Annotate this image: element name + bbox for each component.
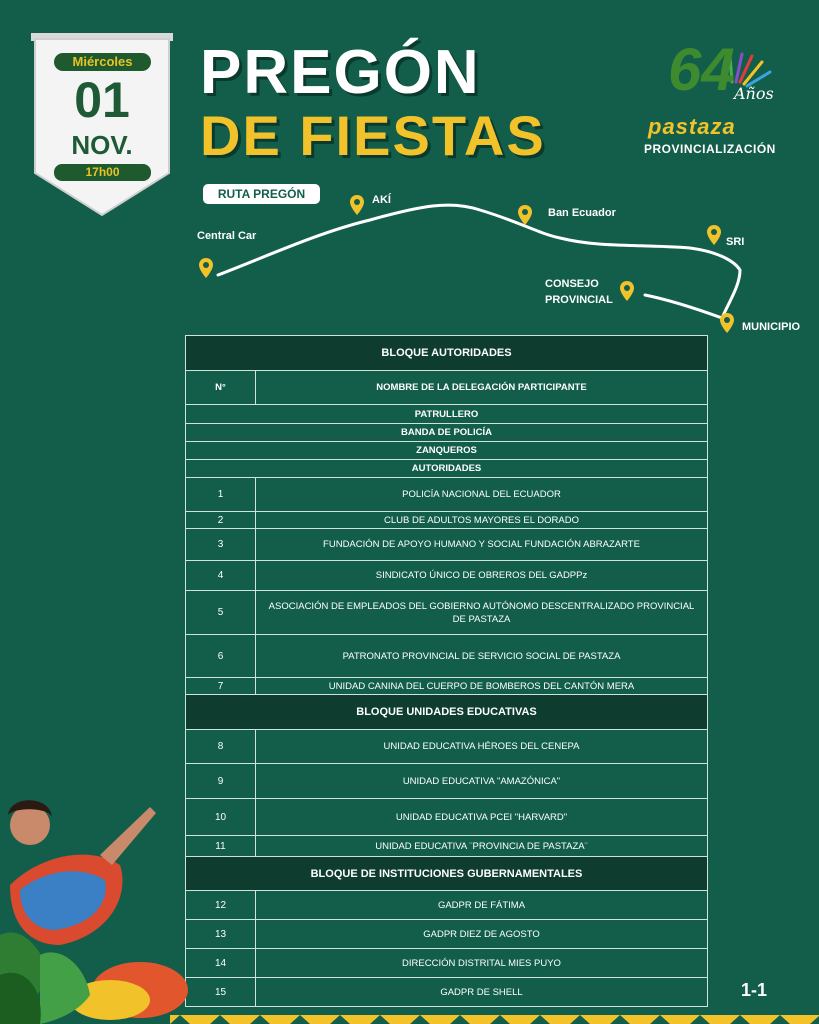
page-title: PREGÓN [200,38,481,107]
logo-number: 64 [668,36,735,103]
row-name: UNIDAD CANINA DEL CUERPO DE BOMBEROS DEL CANTÓN MERA [328,680,635,692]
row-name: GADPR DE SHELL [440,986,523,998]
stop-central-car: Central Car [197,230,257,242]
row-name: FUNDACIÓN DE APOYO HUMANO Y SOCIAL FUNDACIÓN ABRAZARTE [323,539,640,550]
route-label: RUTA PREGÓN [203,184,320,204]
row-name: CLUB DE ADULTOS MAYORES EL DORADO [384,514,579,526]
row-number: 10 [186,799,256,835]
row-name: ASOCIACIÓN DE EMPLEADOS DEL GOBIERNO AUTÓNOMO DESCENTRALIZADO PROVINCIAL DE PASTAZA [268,600,695,625]
row-name: UNIDAD EDUCATIVA PCEI "HARVARD" [395,811,568,823]
table-row [186,920,707,949]
logo-anos: Años [734,84,774,103]
table-row [186,635,707,678]
delegations-table [185,335,708,1007]
map-pin-icon [350,195,364,215]
table-row [186,836,707,857]
table-row [186,512,707,529]
row-name: PATRONATO PROVINCIAL DE SERVICIO SOCIAL DE PASTAZA [342,650,621,662]
row-name: UNIDAD EDUCATIVA HÉROES DEL CENEPA [383,741,580,752]
stop-sri: SRI [726,236,745,248]
row-number: 13 [186,920,256,948]
table-row [186,978,707,1006]
row-name: GADPR DE FÁTIMA [437,899,526,911]
month-label: NOV. [71,130,133,160]
row-number: 12 [186,891,256,919]
table-row [186,949,707,978]
row-name: DIRECCIÓN DISTRITAL MIES PUYO [402,957,561,969]
group-row: BANDA DE POLICÍA [186,424,707,442]
col-name-header: NOMBRE DE LA DELEGACIÓN PARTICIPANTE [376,382,587,393]
table-row [186,799,707,836]
dancer-illustration [0,795,190,1024]
table-row [186,764,707,799]
row-number: 14 [186,949,256,977]
row-number: 15 [186,978,256,1006]
row-number: 7 [186,678,256,694]
row-name: SINDICATO ÚNICO DE OBREROS DEL GADPPz [375,570,588,581]
logo-name: pastaza [648,114,736,139]
row-name: GADPR DIEZ DE AGOSTO [423,928,540,940]
block-header-gubernamentales: BLOQUE DE INSTITUCIONES GUBERNAMENTALES [186,857,707,891]
row-number: 11 [186,836,256,856]
time-label: 17h00 [54,164,151,181]
stop-municipio: MUNICIPIO [742,321,801,333]
row-name: POLICÍA NACIONAL DEL ECUADOR [402,489,561,500]
row-name: UNIDAD EDUCATIVA ¨PROVINCIA DE PASTAZA¨ [375,840,588,852]
route-line [0,0,819,340]
row-number: 4 [186,561,256,590]
stop-ban-ecuador: Ban Ecuador [548,207,616,219]
row-name: UNIDAD EDUCATIVA "AMAZÓNICA" [402,775,561,787]
col-num-header: N° [186,371,256,404]
row-number: 9 [186,764,256,798]
map-pin-icon [707,225,721,245]
decorative-strip [170,1015,819,1024]
map-pin-icon [199,258,213,278]
group-row: PATRULLERO [186,405,707,424]
block-header-educativas: BLOQUE UNIDADES EDUCATIVAS [186,695,707,730]
map-pin-icon [620,281,634,301]
table-row [186,891,707,920]
group-row: ZANQUEROS [186,442,707,460]
table-row [186,561,707,591]
row-number: 1 [186,478,256,511]
map-pin-icon [518,205,532,225]
row-number: 6 [186,635,256,677]
column-header-row [186,371,707,405]
table-row [186,478,707,512]
page-number: 1-1 [741,980,768,1000]
table-row [186,529,707,561]
stop-consejo-provincial: CONSEJO PROVINCIAL [545,278,613,306]
day-number: 01 [74,72,130,128]
table-row [186,591,707,635]
table-row [186,678,707,695]
page-subtitle: DE FIESTAS [200,104,546,167]
row-number: 8 [186,730,256,763]
group-row: AUTORIDADES [186,460,707,478]
table-row [186,730,707,764]
row-number: 5 [186,591,256,634]
row-number: 3 [186,529,256,560]
weekday-label: Miércoles [54,53,151,71]
logo-subtitle: PROVINCIALIZACIÓN [644,142,776,156]
block-header-autoridades: BLOQUE AUTORIDADES [186,336,707,371]
map-pin-icon [720,313,734,333]
row-number: 2 [186,512,256,528]
stop-aki: AKÍ [372,194,391,206]
